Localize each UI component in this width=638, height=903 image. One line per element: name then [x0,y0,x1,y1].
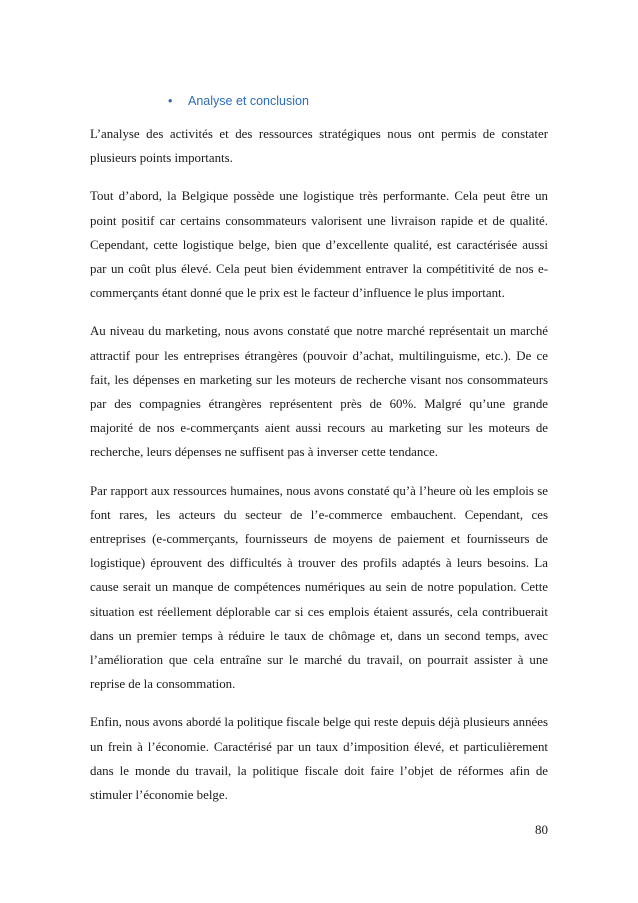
paragraph-intro: L’analyse des activités et des ressources stratégiques nous ont permis de constater plusieurs points importants. [90,127,548,166]
bullet-icon: • [168,94,173,108]
paragraph-human-resources: Par rapport aux ressources humaines, nous avons constaté qu’à l’heure où les emplois se font rares, les acteurs du secteur de l’e-commerce embauchent. Cependant, ces entreprises (e-commerçants, fournisseurs de moyens de paiement et fournisseurs de logistique) éprouvent des difficultés à trouver des profils adaptés à leurs besoins. La cause serait un manque de compétences numériques au sein de notre population. Cette situation est réellement déplorable car si ces emplois étaient assurés, cela contribuerait dans un premier temps à réduire le taux de chômage et, dans un second temps, avec l’amélioration que cela entraîne sur le marché du travail, on pourrait assister à une reprise de la consommation. [90,483,548,692]
document-body [90,122,548,821]
paragraph-logistics: Tout d’abord, la Belgique possède une logistique très performante. Cela peut être un point positif car certains consommateurs valorisent une livraison rapide et de qualité. Cependant, cette logistique belge, bien que d’excellente qualité, est caractérisée aussi par un coût plus élevé. Cela peut bien évidemment entraver la compétitivité de nos e-commerçants étant donné que le prix est le facteur d’influence le plus important. [90,189,548,301]
paragraph-marketing: Au niveau du marketing, nous avons constaté que notre marché représentait un marché attractif pour les entreprises étrangères (pouvoir d’achat, multilinguisme, etc.). De ce fait, les dépenses en marketing sur les moteurs de recherche visant nos consommateurs par des compagnies étrangères représentent près de 60%. Malgré qu’une grande majorité de nos e-commerçants aient aussi recours au marketing sur les moteurs de recherche, leurs dépenses ne suffisent pas à inverser cette tendance. [90,324,548,460]
paragraph-fiscal-policy: Enfin, nous avons abordé la politique fiscale belge qui reste depuis déjà plusieurs années un frein à l’économie. Caractérisé par un taux d’imposition élevé, et particulièrement dans le monde du travail, la politique fiscale doit faire l’objet de réformes afin de stimuler l’économie belge. [90,715,548,803]
section-title: Analyse et conclusion [188,94,309,108]
section-heading [168,94,309,108]
page-number: 80 [535,822,548,837]
